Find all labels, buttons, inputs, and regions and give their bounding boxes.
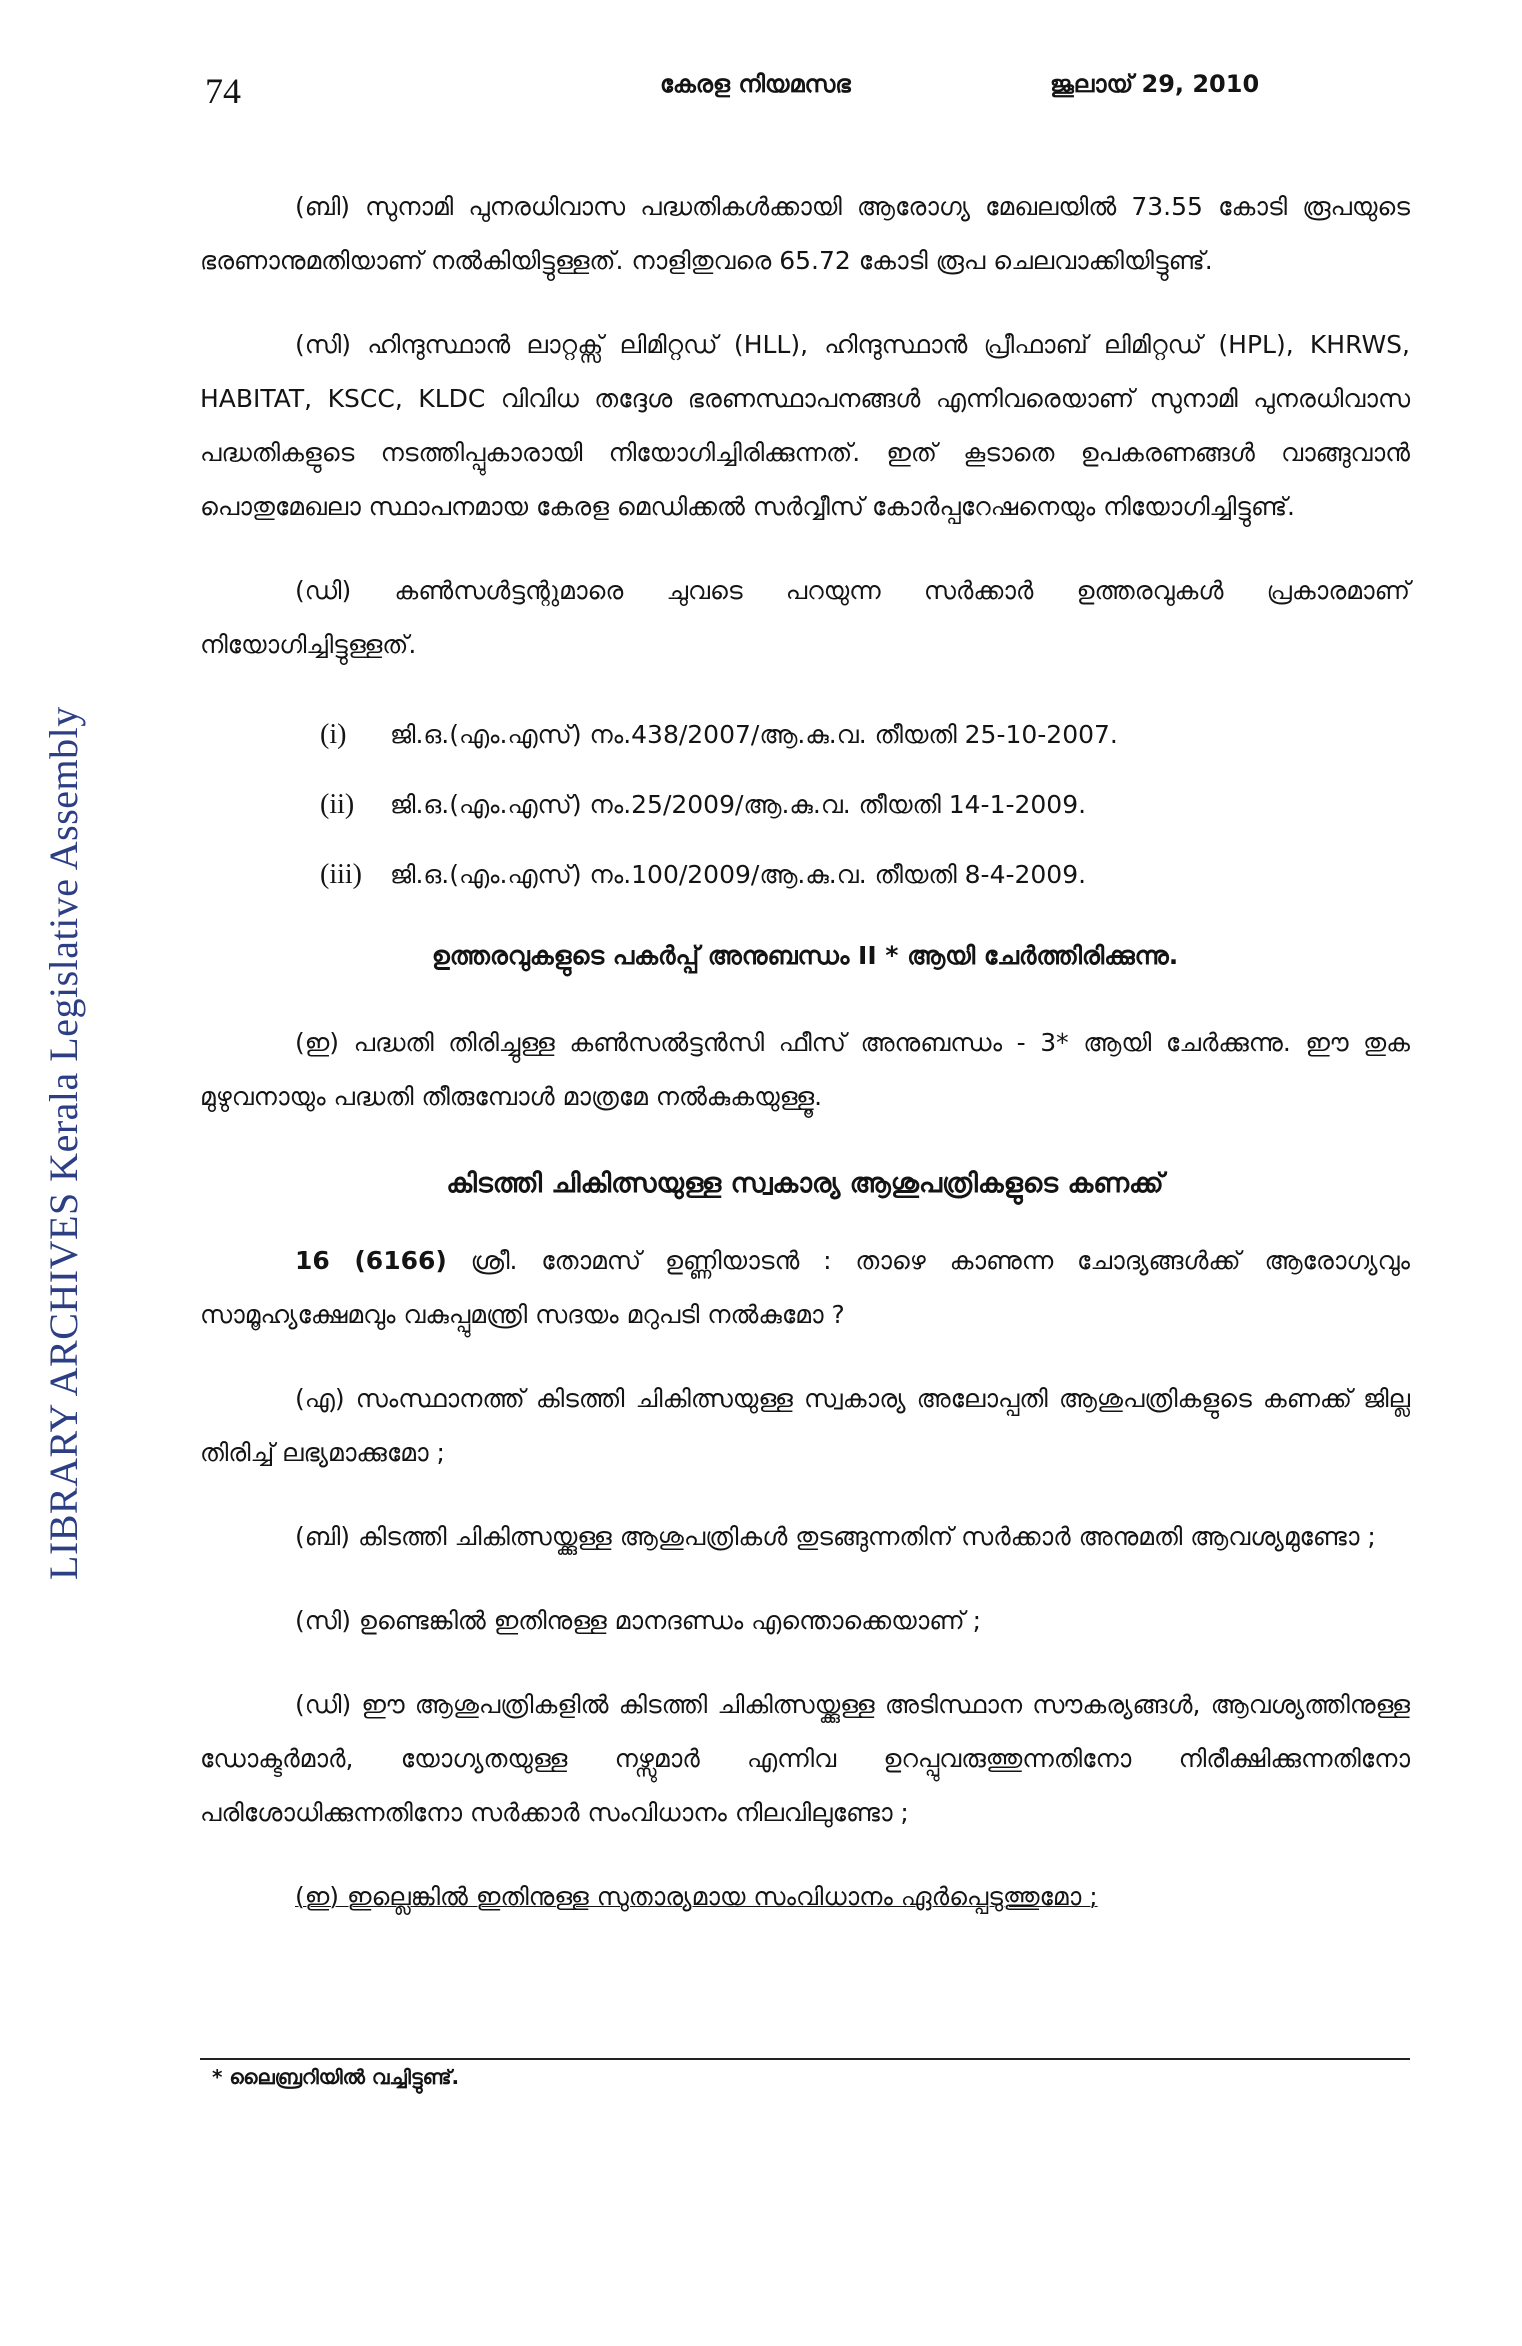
answer-d-text: (ഡി) കൺസൾട്ടന്റുമാരെ ചുവടെ പറയുന്ന സർക്കാർ ഉത്തരവുകൾ പ്രകാരമാണ് നിയോഗിച്ചിട്ടുള്ളത്. xyxy=(200,576,1410,659)
question-part-b xyxy=(200,1510,1410,1564)
question-text: ശ്രീ. തോമസ് ഉണ്ണിയാടൻ : താഴെ കാണുന്ന ചോദ്യങ്ങൾക്ക് ആരോഗ്യവും സാമൂഹ്യക്ഷേമവും വകുപ്പുമന്ത്രി സദയം മറുപടി നൽകുമോ ? xyxy=(200,1246,1410,1329)
answer-c-text: (സി) ഹിന്ദുസ്ഥാൻ ലാറ്റക്സ് ലിമിറ്റഡ് (HLL), ഹിന്ദുസ്ഥാൻ പ്രീഫാബ് ലിമിറ്റഡ് (HPL), KHRWS, HABITAT, KSCC, KLDC വിവിധ തദ്ദേശ ഭരണസ്ഥാപനങ്ങൾ എന്നിവരെയാണ് സുനാമി പുനരധിവാസ പദ്ധതികളുടെ നടത്തിപ്പുകാരായി നിയോഗിച്ചിരിക്കുന്നത്. ഇത് കൂടാതെ ഉപകരണങ്ങൾ വാങ്ങുവാൻ പൊതുമേഖലാ സ്ഥാപനമായ കേരള മെഡിക്കൽ സർവ്വീസ് കോർപ്പറേഷനെയും നിയോഗിച്ചിട്ടുണ്ട്. xyxy=(200,330,1410,521)
answer-b xyxy=(200,180,1410,288)
question-part-c xyxy=(200,1594,1410,1648)
footnote: * ലൈബ്രറിയിൽ വച്ചിട്ടുണ്ട്. xyxy=(212,2065,460,2089)
go-text: ജി.ഒ.(എം.എസ്) നം.25/2009/ആ.കു.വ. തീയതി 14-1-2009. xyxy=(390,790,1087,819)
question-part-d xyxy=(200,1678,1410,1840)
question-part-a xyxy=(200,1372,1410,1480)
government-order-item xyxy=(320,700,1410,770)
answer-c xyxy=(200,318,1410,534)
header-date: ജൂലായ് 29, 2010 xyxy=(1050,70,1260,98)
archive-watermark: LIBRARY ARCHIVES Kerala Legislative Assembly xyxy=(41,706,86,1580)
page-body xyxy=(200,180,1410,1924)
answer-e-text: (ഇ) പദ്ധതി തിരിച്ചുള്ള കൺസൽട്ടൻസി ഫീസ് അനുബന്ധം - 3* ആയി ചേർക്കുന്നു. ഈ തുക മുഴുവനായും പദ്ധതി തീരുമ്പോൾ മാത്രമേ നൽകുകയുള്ളൂ. xyxy=(200,1028,1410,1111)
question-part-d-text: (ഡി) ഈ ആശുപത്രികളിൽ കിടത്തി ചികിത്സയ്ക്കുള്ള അടിസ്ഥാന സൗകര്യങ്ങൾ, ആവശ്യത്തിനുള്ള ഡോക്ടർമാർ, യോഗ്യതയുള്ള നഴ്സുമാർ എന്നിവ ഉറപ്പുവരുത്തുന്നതിനോ നിരീക്ഷിക്കുന്നതിനോ പരിശോധിക്കുന്നതിനോ സർക്കാർ സംവിധാനം നിലവിലുണ്ടോ ; xyxy=(200,1690,1410,1827)
go-number: (i) xyxy=(320,719,347,750)
section-heading: കിടത്തി ചികിത്സയുള്ള സ്വകാര്യ ആശുപത്രികളുടെ കണക്ക് xyxy=(446,1168,1164,1199)
government-order-list xyxy=(320,700,1410,910)
go-number: (iii) xyxy=(320,859,362,890)
question-part-a-text: (എ) സംസ്ഥാനത്ത് കിടത്തി ചികിത്സയുള്ള സ്വകാര്യ അലോപ്പതി ആശുപത്രികളുടെ കണക്ക് ജില്ല തിരിച്ച് ലഭ്യമാക്കുമോ ; xyxy=(200,1384,1410,1467)
go-text: ജി.ഒ.(എം.എസ്) നം.100/2009/ആ.കു.വ. തീയതി 8-4-2009. xyxy=(390,860,1087,889)
government-order-item xyxy=(320,840,1410,910)
question-part-b-text: (ബി) കിടത്തി ചികിത്സയ്ക്കുള്ള ആശുപത്രികൾ തുടങ്ങുന്നതിന് സർക്കാർ അനുമതി ആവശ്യമുണ്ടോ ; xyxy=(295,1522,1376,1551)
go-number: (ii) xyxy=(320,789,355,820)
government-order-item xyxy=(320,770,1410,840)
question-part-e xyxy=(200,1870,1410,1924)
annex-note: ഉത്തരവുകളുടെ പകർപ്പ് അനുബന്ധം II * ആയി ചേർത്തിരിക്കുന്നു. xyxy=(431,941,1179,970)
question-number: 16 (6166) xyxy=(295,1246,447,1275)
question-part-e-text: (ഇ) ഇല്ലെങ്കിൽ ഇതിനുള്ള സുതാര്യമായ സംവിധാനം ഏർപ്പെടുത്തുമോ ; xyxy=(295,1882,1098,1911)
footnote-divider xyxy=(200,2058,1410,2060)
go-text: ജി.ഒ.(എം.എസ്) നം.438/2007/ആ.കു.വ. തീയതി 25-10-2007. xyxy=(390,720,1118,749)
answer-b-text: (ബി) സുനാമി പുനരധിവാസ പദ്ധതികൾക്കായി ആരോഗ്യ മേഖലയിൽ 73.55 കോടി രൂപയുടെ ഭരണാനുമതിയാണ് നൽകിയിട്ടുള്ളത്. നാളിതുവരെ 65.72 കോടി രൂപ ചെലവാക്കിയിട്ടുണ്ട്. xyxy=(200,192,1410,275)
question-intro xyxy=(200,1234,1410,1342)
question-part-c-text: (സി) ഉണ്ടെങ്കിൽ ഇതിനുള്ള മാനദണ്ഡം എന്തൊക്കെയാണ് ; xyxy=(295,1606,982,1635)
header-title: കേരള നിയമസഭ xyxy=(660,70,851,98)
answer-d xyxy=(200,564,1410,672)
answer-e xyxy=(200,1016,1410,1124)
page-number: 74 xyxy=(205,71,241,111)
